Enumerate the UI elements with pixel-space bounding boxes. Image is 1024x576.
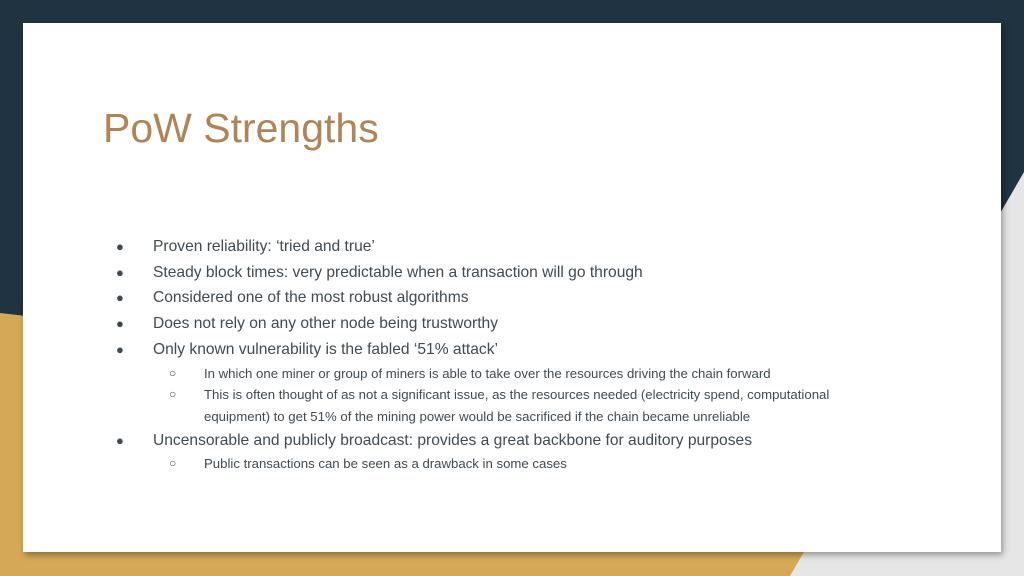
bullet-text: Considered one of the most robust algorithms [153, 289, 469, 307]
bullet-dot-icon: ● [116, 316, 124, 332]
slide [23, 23, 1001, 552]
sub-bullet-text: In which one miner or group of miners is able to take over the resources driving the chain forward [204, 365, 771, 381]
bullet-dot-icon: ● [116, 432, 124, 448]
slide-title: PoW Strengths [103, 105, 379, 151]
sub-bullet-circle-icon: ○ [169, 387, 177, 402]
bullet-item [23, 285, 1001, 311]
bullet-text: Uncensorable and publicly broadcast: provides a great backbone for auditory purposes [153, 431, 752, 449]
sub-bullet-circle-icon: ○ [169, 456, 177, 471]
bullet-item [23, 260, 1001, 286]
bullet-item [23, 234, 1001, 260]
bullet-dot-icon: ● [116, 239, 124, 254]
sub-bullet-text: This is often thought of as not a significant issue, as the resources needed (electricity spend, computational equipment) to get 51% of the mining power would be sacrificed if the chain became unreliable [204, 387, 830, 424]
sub-bullet-item [23, 453, 894, 475]
bullet-text: Proven reliability: ‘tried and true’ [153, 238, 375, 255]
bullet-text: Does not rely on any other node being trustworthy [153, 315, 498, 333]
bullet-dot-icon: ● [116, 341, 124, 357]
sub-bullet-item [23, 384, 894, 427]
bullet-text: Steady block times: very predictable when a transaction will go through [153, 263, 643, 281]
bullet-item [23, 428, 1001, 454]
bullet-item [23, 337, 1001, 363]
sub-bullet-item [23, 363, 894, 385]
bullet-item [23, 311, 1001, 337]
bullet-text: Only known vulnerability is the fabled ‘51% attack’ [153, 340, 498, 358]
bullet-dot-icon: ● [116, 264, 124, 280]
bullet-list [23, 234, 1001, 475]
bullet-dot-icon: ● [116, 290, 124, 306]
sub-bullet-text: Public transactions can be seen as a drawback in some cases [204, 456, 567, 472]
sub-bullet-circle-icon: ○ [169, 365, 177, 380]
